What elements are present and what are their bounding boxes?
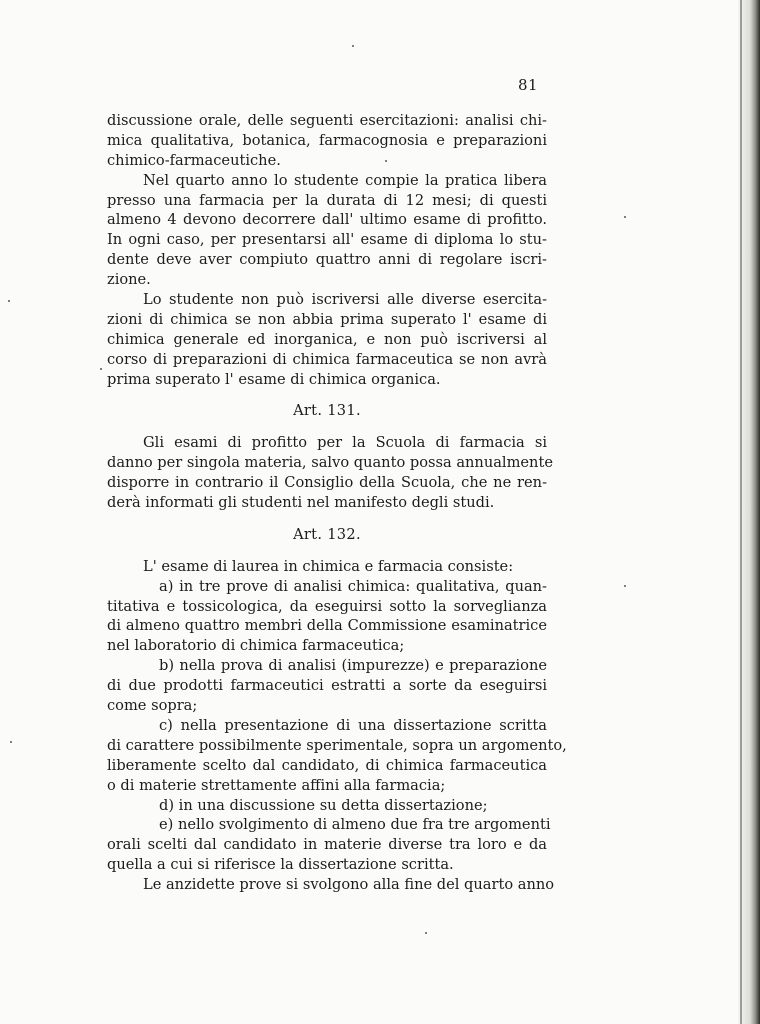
text-line: di almeno quattro membri della Commissione esaminatrice (107, 617, 547, 635)
page-number: 81 (518, 76, 539, 94)
text-line: b) nella prova di analisi (impurezze) e preparazione (159, 657, 547, 675)
text-line: Nel quarto anno lo studente compie la pratica libera (143, 171, 547, 189)
text-line: nel laboratorio di chimica farmaceutica; (107, 637, 405, 655)
text-line: Lo studente non può iscriversi alle diverse esercita- (143, 291, 547, 309)
paper-speck (100, 368, 102, 370)
text-line: corso di preparazioni di chimica farmaceutica se non avrà (107, 350, 547, 368)
spacer (107, 389, 547, 401)
text-line: c) nella presentazione di una dissertazione scritta (159, 716, 547, 734)
paper-speck (8, 300, 10, 302)
text-line: danno per singola materia, salvo quanto possa annualmente (107, 454, 553, 472)
paper-speck (352, 45, 354, 47)
text-line: d) in una discussione su detta dissertazione; (159, 796, 488, 814)
text-line: Le anzidette prove si svolgono alla fine del quarto anno (143, 876, 555, 894)
text-line: L' esame di laurea in chimica e farmacia consiste: (143, 557, 514, 575)
page-edge-line (740, 0, 742, 1024)
text-line: derà informati gli studenti nel manifesto degli studi. (107, 494, 495, 512)
text-line: quella a cui si riferisce la dissertazione scritta. (107, 856, 454, 874)
text-line: di due prodotti farmaceutici estratti a sorte da eseguirsi (107, 677, 547, 695)
text-line: titativa e tossicologica, da eseguirsi sotto la sorveglianza (107, 597, 547, 615)
paper-speck (425, 932, 427, 934)
text-line: a) in tre prove di analisi chimica: qualitativa, quan- (159, 577, 547, 595)
text-line: chimica generale ed inorganica, e non può iscriversi al (107, 330, 547, 348)
text-line: come sopra; (107, 697, 198, 715)
text-line: almeno 4 devono decorrere dall' ultimo esame di profitto. (107, 211, 547, 229)
text-line: In ogni caso, per presentarsi all' esame di diploma lo stu- (107, 231, 547, 249)
text-line: zioni di chimica se non abbia prima superato l' esame di (107, 310, 547, 328)
text-line: dente deve aver compiuto quattro anni di regolare iscri- (107, 251, 547, 269)
text-line: e) nello svolgimento di almeno due fra tre argomenti (159, 816, 551, 834)
spacer (107, 513, 547, 525)
paper-speck (10, 741, 12, 743)
text-line: mica qualitativa, botanica, farmacognosia e preparazioni (107, 131, 547, 149)
text-line: orali scelti dal candidato in materie diverse tra loro e da (107, 836, 547, 854)
text-line: zione. (107, 271, 151, 289)
spacer (107, 545, 547, 557)
text-line: chimico-farmaceutiche. (107, 151, 281, 169)
article-heading-131: Art. 131. (293, 402, 361, 420)
text-line: disporre in contrario il Consiglio della Scuola, che ne ren- (107, 474, 547, 492)
paper-speck (624, 585, 626, 587)
article-heading-132: Art. 132. (293, 525, 361, 543)
text-line: o di materie strettamente affini alla farmacia; (107, 776, 446, 794)
text-line: di carattere possibilmente sperimentale, sopra un argomento, (107, 736, 567, 754)
text-line: presso una farmacia per la durata di 12 mesi; di questi (107, 191, 547, 209)
text-line: Gli esami di profitto per la Scuola di farmacia si (143, 434, 547, 452)
text-line: discussione orale, delle seguenti esercitazioni: analisi chi- (107, 112, 547, 129)
paper-speck (624, 216, 626, 218)
spacer (107, 421, 547, 433)
text-line: prima superato l' esame di chimica organica. (107, 370, 441, 388)
text-line: liberamente scelto dal candidato, di chimica farmaceutica (107, 756, 547, 774)
body-text (107, 111, 567, 895)
